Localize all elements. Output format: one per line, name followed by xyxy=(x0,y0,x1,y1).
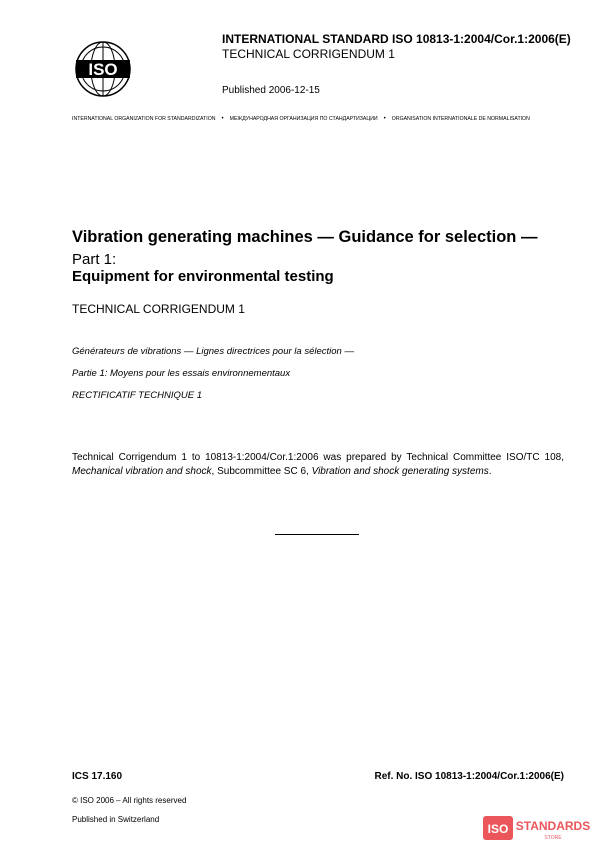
published-in: Published in Switzerland xyxy=(72,815,160,824)
standards-store-watermark xyxy=(483,812,593,844)
ics-code: ICS 17.160 xyxy=(72,771,123,782)
watermark-brand: STANDARDS xyxy=(515,819,591,833)
body-committee: Mechanical vibration and shock xyxy=(72,466,212,477)
body-text-2: , Subcommittee SC 6, xyxy=(211,466,312,477)
watermark-iso-text: ISO xyxy=(487,822,509,836)
copyright: © ISO 2006 – All rights reserved xyxy=(72,796,187,805)
standard-number: ISO 10813-1:2004/Cor.1:2006(E) xyxy=(392,32,571,46)
document-subtitle: Equipment for environmental testing xyxy=(72,268,334,285)
body-text-1: Technical Corrigendum 1 to 10813-1:2004/Cor.1:2006 was prepared by Technical Committee ISO/TC 108, xyxy=(72,452,564,463)
part-label: Part 1: xyxy=(72,251,117,268)
french-title: Générateurs de vibrations — Lignes directrices pour la sélection — xyxy=(72,346,354,357)
iso-logo-text: ISO xyxy=(88,60,118,79)
iso-logo xyxy=(72,40,134,98)
standard-header xyxy=(222,32,571,47)
reference-number: Ref. No. ISO 10813-1:2004/Cor.1:2006(E) xyxy=(374,771,564,782)
separator-bullet: • xyxy=(383,116,386,122)
watermark-sub: STORE xyxy=(544,835,562,841)
organisation-line xyxy=(72,116,567,122)
separator-bullet: • xyxy=(221,116,224,122)
org-russian: МЕЖДУНАРОДНАЯ ОРГАНИЗАЦИЯ ПО СТАНДАРТИЗАЦИИ xyxy=(229,116,378,122)
body-paragraph xyxy=(72,451,564,479)
french-corrigendum: RECTIFICATIF TECHNIQUE 1 xyxy=(72,390,203,401)
divider-rule xyxy=(275,534,359,535)
corrigendum-title: TECHNICAL CORRIGENDUM 1 xyxy=(72,302,245,316)
body-text-3: . xyxy=(488,466,492,477)
corrigendum-header: TECHNICAL CORRIGENDUM 1 xyxy=(222,47,395,61)
published-date: Published 2006-12-15 xyxy=(222,85,320,96)
french-part: Partie 1: Moyens pour les essais environnementaux xyxy=(72,368,291,379)
org-french: ORGANISATION INTERNATIONALE DE NORMALISATION xyxy=(391,116,530,122)
standard-label: INTERNATIONAL STANDARD xyxy=(222,32,389,46)
body-subcommittee: Vibration and shock generating systems xyxy=(311,466,489,477)
org-english: INTERNATIONAL ORGANIZATION FOR STANDARDIZATION xyxy=(72,116,216,122)
document-title: Vibration generating machines — Guidance for selection — xyxy=(72,228,538,246)
